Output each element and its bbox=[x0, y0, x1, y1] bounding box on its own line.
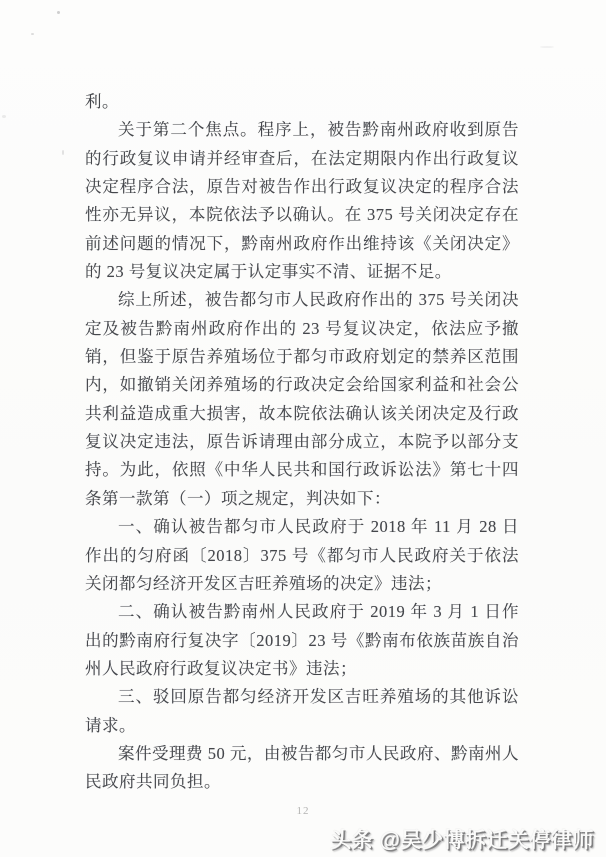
judgment-item-two: 二、确认被告黔南州人民政府于 2019 年 3 月 1 日作出的黔南府行复决字〔2019〕23 号《黔南布依族苗族自治州人民政府行政复议决定书》违法； bbox=[85, 602, 519, 678]
scan-speck bbox=[62, 150, 64, 155]
judgment-text-block bbox=[85, 88, 519, 797]
judgment-paragraph-court-fee: 案件受理费 50 元，由被告都匀市人民政府、黔南州人民政府共同负担。 bbox=[85, 743, 519, 792]
scan-speck bbox=[540, 46, 554, 48]
judgment-paragraph-continuation: 利。 bbox=[85, 92, 119, 111]
page-number: 12 bbox=[296, 805, 310, 817]
judgment-paragraph-summary: 综上所述，被告都匀市人民政府作出的 375 号关闭决定及被告黔南州政府作出的 23 号复议决定，依法应予撤销，但鉴于原告养殖场位于都匀市政府划定的禁养区范围内，如撤销关闭养殖场的行政决定会给国家利益和社会公共利益造成重大损害，故本院依法确认该关闭决定及行政复议决定违法，原告诉请理由部分成立，本院予以部分支持。为此，依照《中华人民共和国行政诉讼法》第七十四条第一款第（一）项之规定，判决如下： bbox=[85, 290, 519, 508]
scan-speck bbox=[31, 33, 34, 35]
judgment-item-three: 三、驳回原告都匀经济开发区吉旺养殖场的其他诉讼请求。 bbox=[85, 687, 519, 735]
judgment-item-one: 一、确认被告都匀市人民政府于 2018 年 11 月 28 日作出的匀府函〔2018〕375 号《都匀市人民政府关于依法关闭都匀经济开发区吉旺养殖场的决定》违法； bbox=[85, 517, 519, 593]
scan-speck bbox=[57, 11, 60, 14]
scan-speck bbox=[2, 115, 6, 118]
toutiao-watermark: 头条 @吴少博拆迁关停律师 bbox=[330, 829, 594, 852]
judgment-paragraph-focus-two: 关于第二个焦点。程序上，被告黔南州政府收到原告的行政复议申请并经审查后，在法定期限内作出行政复议决定程序合法，原告对被告作出行政复议决定的程序合法性亦无异议，本院依法予以确认。在 375 号关闭决定存在前述问题的情况下，黔南州政府作出维持该《关闭决定》的 23 号复议决定属于认定事实不清、证据不足。 bbox=[85, 120, 519, 282]
